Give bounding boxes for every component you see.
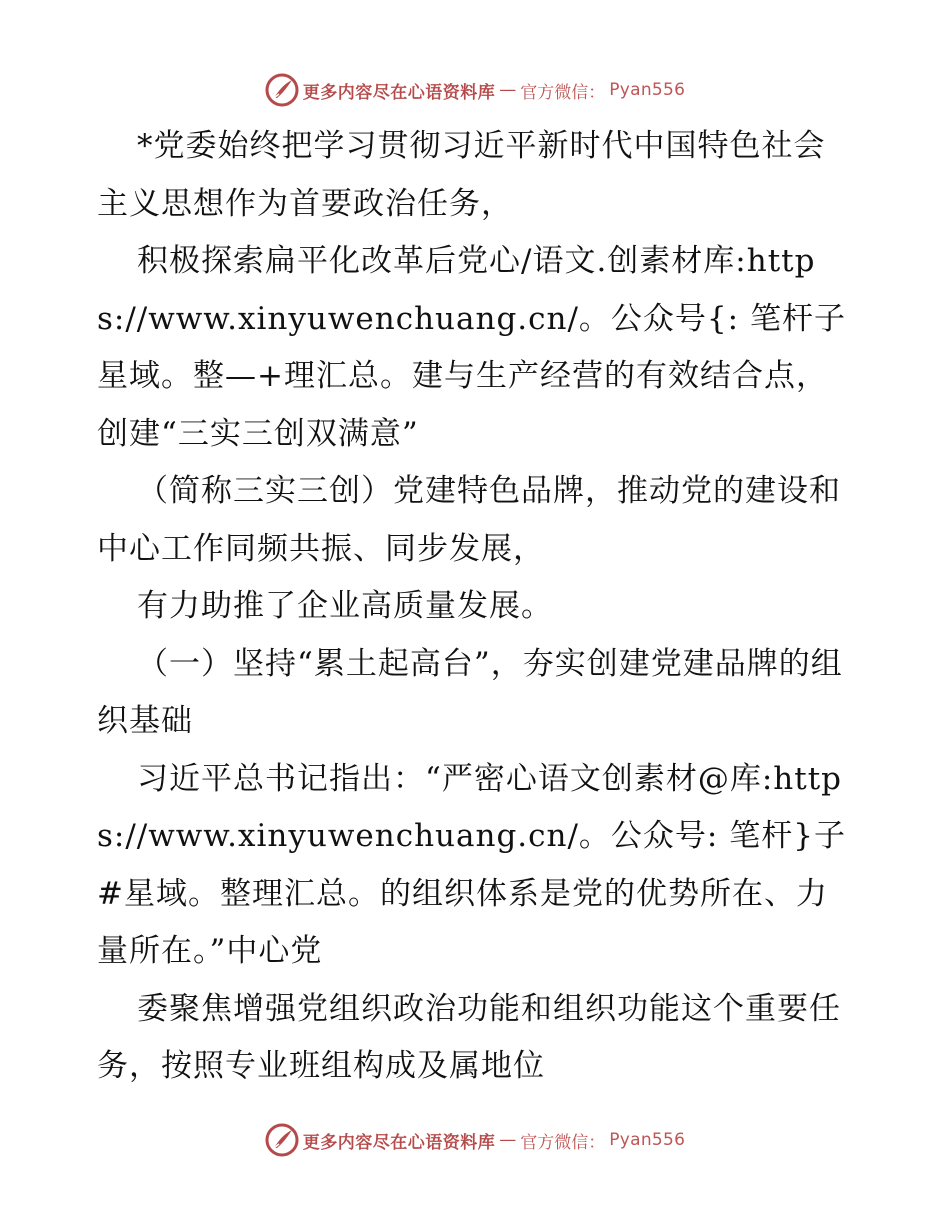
paragraph: 习近平总书记指出：“严密心语文创素材@库:https://www.xinyuwenchuang.cn/。公众号: 笔杆}子#星域。整理汇总。的组织体系是党的优势所在、力量所在。”中心党 xyxy=(97,760,846,969)
watermark-contact-id: Pyan556 xyxy=(609,1130,686,1150)
paragraph: 委聚焦增强党组织政治功能和组织功能这个重要任务，按照专业班组构成及属地位 xyxy=(97,990,841,1084)
section-heading: （一）坚持“累土起高台”，夯实创建党建品牌的组织基础 xyxy=(97,645,843,739)
watermark-contact-label: 官方微信： xyxy=(520,1132,606,1153)
watermark-contact-id: Pyan556 xyxy=(609,80,686,100)
watermark-site-name: 更多内容尽在心语资料库 xyxy=(302,1132,496,1153)
quill-seal-icon xyxy=(265,1123,299,1157)
paragraph: （简称三实三创）党建特色品牌，推动党的建设和中心工作同频共振、同步发展， xyxy=(97,473,841,567)
document-body xyxy=(97,118,857,1096)
paragraph: 积极探索扁平化改革后党心/语文.创素材库:https://www.xinyuwenchuang.cn/。公众号{: 笔杆子星域。整—+理汇总。建与生产经营的有效结合点，创建“三实三创双满意” xyxy=(97,243,846,452)
watermark-contact-label: 官方微信： xyxy=(520,82,606,103)
watermark-footer xyxy=(0,1122,950,1158)
quill-seal-icon xyxy=(265,73,299,107)
paragraph: 有力助推了企业高质量发展。 xyxy=(137,588,553,624)
watermark-separator: — xyxy=(499,1130,517,1150)
watermark-header xyxy=(0,72,950,108)
watermark-site-name: 更多内容尽在心语资料库 xyxy=(302,82,496,103)
paragraph: *党委始终把学习贯彻习近平新时代中国特色社会主义思想作为首要政治任务， xyxy=(97,128,826,222)
watermark-separator: — xyxy=(499,80,517,100)
